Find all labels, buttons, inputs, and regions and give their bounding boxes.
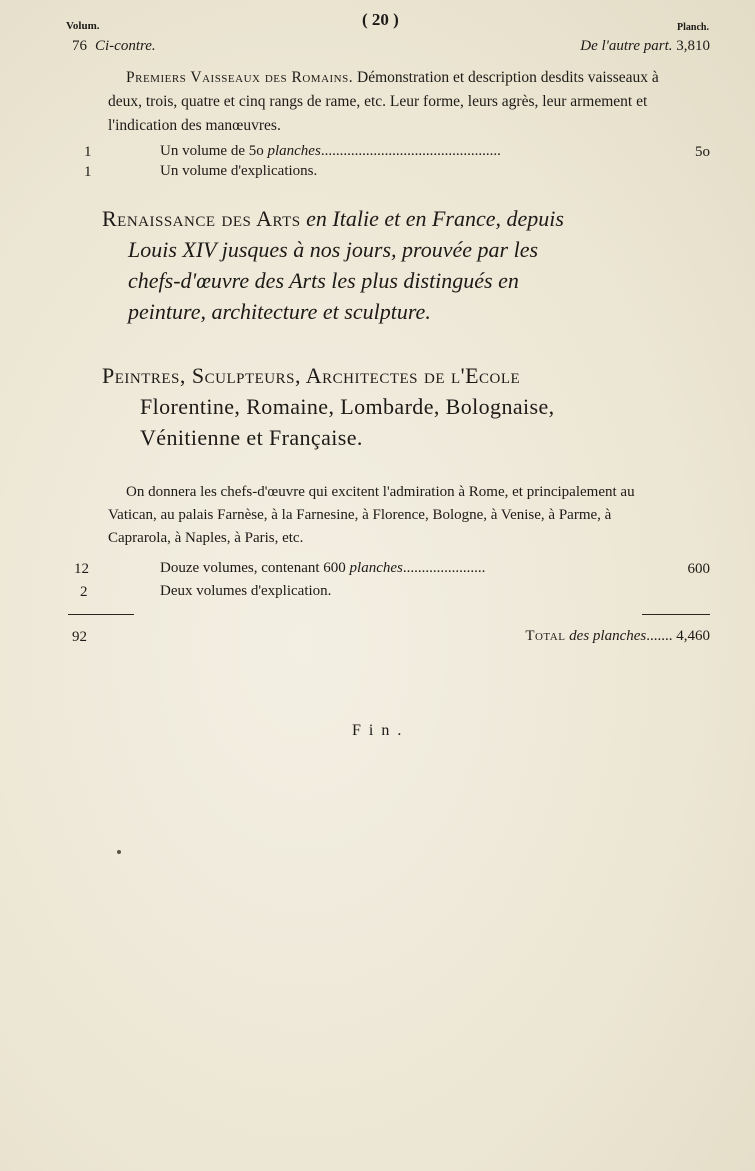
row-prefix: Un volume d'explications.	[160, 163, 318, 179]
section2-row1	[160, 560, 485, 577]
section2-row1-count: 600	[687, 561, 710, 577]
section2-text: On donnera les chefs-d'œuvre qui excitent l'admiration à Rome, et principalement au Vatican, au palais Farnèse, à la Farnesine, à Florence, Bologne, à Venise, à Parme, à Caprarola, à Naples, à Paris, etc.	[108, 484, 635, 546]
carry-right-num: 3,810	[676, 38, 710, 54]
carry-left-label: Ci-contre.	[95, 38, 156, 54]
row-italic: planches	[267, 143, 321, 159]
row-dots: ................................................	[320, 143, 501, 159]
total-dots: .......	[646, 628, 673, 644]
peintres-l2: Florentine, Romaine, Lombarde, Bolognaise,	[140, 394, 555, 419]
carry-left	[72, 38, 156, 55]
total-vol: 92	[72, 629, 87, 645]
total-italic: des planches	[569, 628, 647, 644]
renaissance-l3: chefs-d'œuvre des Arts les plus distingués en	[128, 268, 519, 293]
page-number: ( 20 )	[362, 10, 399, 29]
total-rule-right	[642, 614, 710, 615]
carry-right	[580, 38, 710, 55]
section1-paragraph	[108, 66, 668, 138]
total-rule-left	[68, 614, 134, 615]
carry-right-label: De l'autre part.	[580, 38, 673, 54]
peintres-heading	[102, 360, 677, 453]
section1-text: Démonstration et description desdits vaisseaux à deux, trois, quatre et cinq rangs de rame, etc. Leur forme, leurs agrès, leur armement et l'indication des manœuvres.	[108, 69, 659, 134]
header-volum: Volum.	[66, 20, 100, 32]
total-count: 4,460	[676, 628, 710, 644]
peintres-l3: Vénitienne et Française.	[140, 425, 363, 450]
section2-row1-vol: 12	[74, 561, 89, 577]
fin: Fin.	[352, 722, 410, 739]
row-prefix: Un volume de 5o	[160, 143, 268, 159]
section2-paragraph	[108, 481, 673, 550]
renaissance-title: Renaissance des Arts	[102, 206, 301, 231]
renaissance-l2: Louis XIV jusques à nos jours, prouvée par les	[128, 237, 539, 262]
row-italic: planches	[349, 560, 403, 576]
section1-row1-vol: 1	[84, 144, 92, 160]
row-prefix: Douze volumes, contenant 600	[160, 560, 350, 576]
header-planch: Planch.	[677, 22, 709, 33]
peintres-l1: Peintres, Sculpteurs, Architectes de l'Ecole	[102, 363, 521, 388]
section2-row2	[160, 583, 331, 600]
paper-speck	[117, 850, 121, 854]
renaissance-l4: peinture, architecture et sculpture.	[128, 299, 431, 324]
section1-row2-vol: 1	[84, 164, 92, 180]
renaissance-heading	[102, 203, 677, 327]
section2-row2-vol: 2	[80, 584, 88, 600]
total-row	[525, 628, 710, 645]
section1-row1-count: 5o	[695, 144, 710, 160]
row-prefix: Deux volumes d'explication.	[160, 583, 332, 599]
carry-left-num: 76	[72, 38, 87, 54]
total-label: Total	[525, 628, 566, 644]
section1-row1	[160, 143, 501, 160]
section1-row2	[160, 163, 317, 180]
row-dots: ......................	[402, 560, 486, 576]
renaissance-l1: en Italie et en France, depuis	[300, 206, 564, 231]
section1-title: Premiers Vaisseaux des Romains.	[126, 69, 354, 86]
